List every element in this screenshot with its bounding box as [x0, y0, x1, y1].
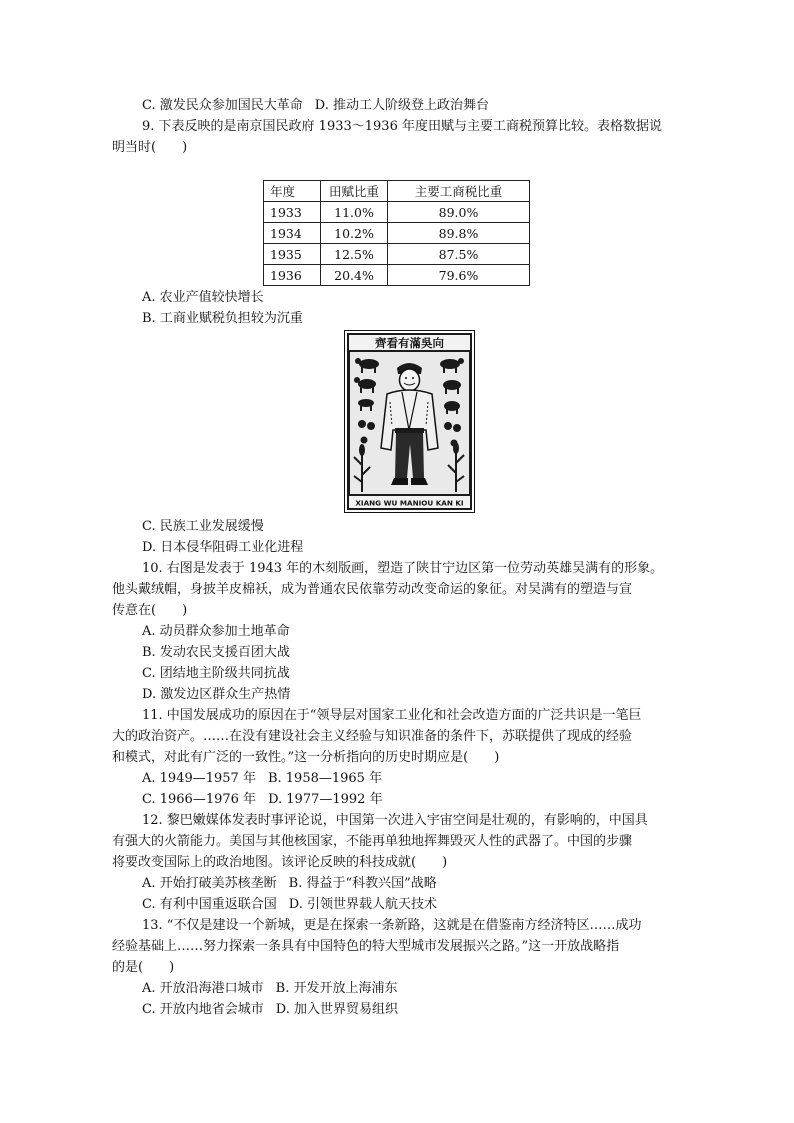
q13-stem-line-3: 的是( ): [112, 960, 175, 975]
table-cell: 89.8%: [388, 223, 530, 244]
q12-stem-line-1: 12. 黎巴嫩媒体发表时事评论说，中国第一次进入宇宙空间是壮观的，有影响的，中国具: [142, 813, 648, 828]
woodcut-illustration: [344, 330, 475, 513]
q8-option-c: C. 激发民众参加国民大革命: [142, 98, 303, 113]
table-header-cell: 田赋比重: [321, 181, 388, 202]
table-row: [264, 223, 530, 244]
q9-option-a: A. 农业产值较快增长: [142, 290, 264, 305]
q12-option-b: B. 得益于“科教兴国”战略: [288, 876, 437, 891]
q11-options-cd: [142, 790, 383, 810]
q13-stem-line-1: 13. “不仅是建设一个新城，更是在探索一条新路，这就是在借鉴南方经济特区……成功: [142, 918, 642, 933]
q12-option-c: C. 有利中国重返联合国: [142, 897, 277, 912]
table-cell: 1936: [264, 265, 321, 286]
q11-option-b: B. 1958—1965 年: [267, 771, 383, 786]
q10-stem-line-1: 10. 右图是发表于 1943 年的木刻版画，塑造了陕甘宁边区第一位劳动英雄吴满有的形象。: [142, 561, 664, 576]
q12-stem-line-2: 有强大的火箭能力。美国与其他核国家，不能再单独地挥舞毁灭人性的武器了。中国的步骤: [112, 834, 633, 849]
table-cell: 79.6%: [388, 265, 530, 286]
q10-stem-line-3: 传意在( ): [112, 603, 188, 618]
table-row: [264, 244, 530, 265]
q11-option-c: C. 1966—1976 年: [142, 792, 257, 807]
q11-stem-line-3: 和模式，对此有广泛的一致性。”这一分析指向的历史时期应是( ): [112, 750, 500, 765]
q13-option-a: A. 开放沿海港口城市: [142, 981, 264, 996]
q12-stem-line-3: 将要改变国际上的政治地图。该评论反映的科技成就( ): [112, 855, 448, 870]
q9-stem-line-1: 9. 下表反映的是南京国民政府 1933～1936 年度田赋与主要工商税预算比较。表格数据说: [142, 119, 662, 134]
q11-option-a: A. 1949—1957 年: [142, 771, 256, 786]
q12-options-cd: [142, 895, 437, 915]
q13-option-b: B. 开发开放上海浦东: [275, 981, 398, 996]
q10-option-d: D. 激发边区群众生产热情: [142, 687, 291, 702]
q13-option-c: C. 开放内地省会城市: [142, 1002, 264, 1017]
tax-comparison-table: [263, 180, 530, 286]
table-cell: 87.5%: [388, 244, 530, 265]
table-cell: 10.2%: [321, 223, 388, 244]
q8-option-d: D. 推动工人阶级登上政治舞台: [314, 98, 489, 113]
table-cell: 1934: [264, 223, 321, 244]
q9-option-c: C. 民族工业发展缓慢: [142, 519, 264, 534]
q13-options-ab: [142, 979, 397, 999]
q12-option-a: A. 开始打破美苏核垄断: [142, 876, 277, 891]
q8-options-cd: [142, 96, 489, 116]
q10-option-b: B. 发动农民支援百团大战: [142, 645, 290, 660]
table-cell: 1933: [264, 202, 321, 223]
table-cell: 1935: [264, 244, 321, 265]
table-header-row: [264, 181, 530, 202]
q9-option-b: B. 工商业赋税负担较为沉重: [142, 311, 303, 326]
q12-options-ab: [142, 874, 437, 894]
q10-option-c: C. 团结地主阶级共同抗战: [142, 666, 290, 681]
table-cell: 20.4%: [321, 265, 388, 286]
q11-option-d: D. 1977—1992 年: [268, 792, 383, 807]
q10-stem-line-2: 他头戴绒帽，身披羊皮棉袄，成为普通农民依靠劳动改变命运的象征。对吴满有的塑造与宣: [112, 582, 633, 597]
q12-option-d: D. 引领世界载人航天技术: [288, 897, 437, 912]
q13-options-cd: [142, 1000, 398, 1020]
q13-stem-line-2: 经验基础上……努力探索一条具有中国特色的特大型城市发展振兴之路。”这一开放战略指: [112, 939, 620, 954]
table-cell: 11.0%: [321, 202, 388, 223]
q13-option-d: D. 加入世界贸易组织: [275, 1002, 398, 1017]
woodcut-caption-text: XIANG WU MANIOU KAN KI: [355, 498, 464, 508]
q10-option-a: A. 动员群众参加土地革命: [142, 624, 290, 639]
table-header-cell: 年度: [264, 181, 321, 202]
table-cell: 12.5%: [321, 244, 388, 265]
table-row: [264, 202, 530, 223]
table-header-cell: 主要工商税比重: [388, 181, 530, 202]
woodcut-title-text: 齊看有滿吳向: [375, 336, 444, 350]
q11-stem-line-1: 11. 中国发展成功的原因在于“领导层对国家工业化和社会改造方面的广泛共识是一笔巨: [142, 708, 642, 723]
q9-stem-line-2: 明当时( ): [112, 140, 188, 155]
table-row: [264, 265, 530, 286]
q11-stem-line-2: 大的政治资产。……在没有建设社会主义经验与知识准备的条件下，苏联提供了现成的经验: [112, 729, 633, 744]
q11-options-ab: [142, 769, 382, 789]
q9-option-d: D. 日本侵华阻碍工业化进程: [142, 540, 304, 555]
table-cell: 89.0%: [388, 202, 530, 223]
